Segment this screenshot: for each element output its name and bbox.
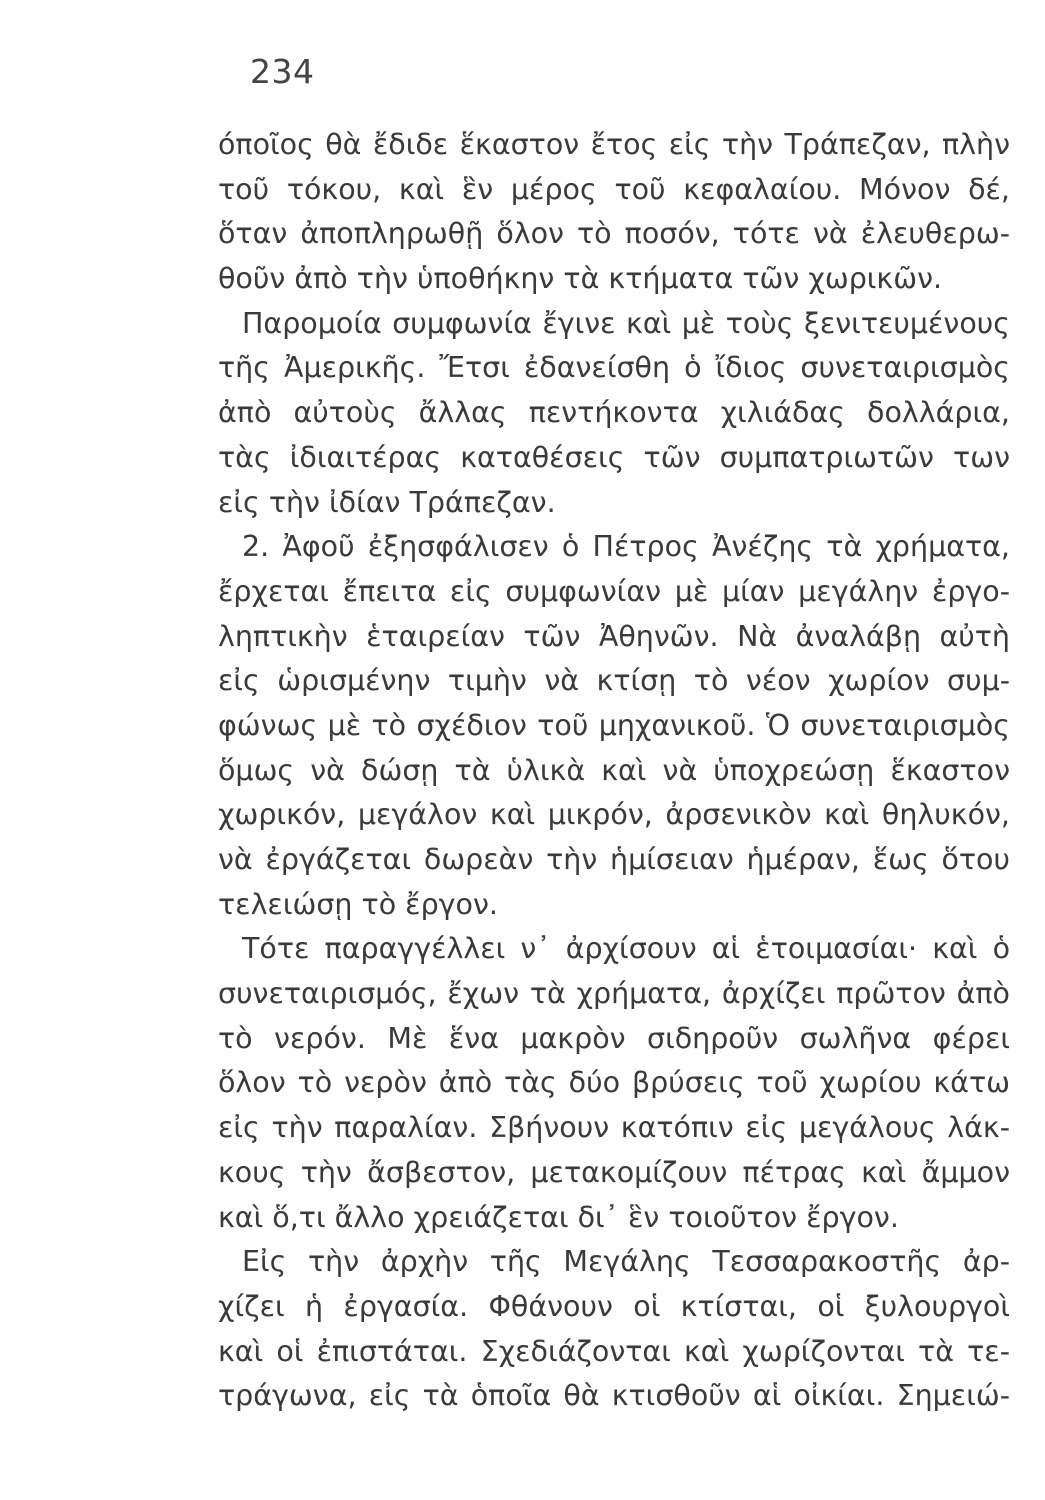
text-line: ἀπὸ αὐτοὺς ἄλλας πεντήκοντα χιλιάδας δολλάρια, — [218, 396, 1010, 430]
page-number: 234 — [250, 52, 315, 91]
text-line: εἰς τὴν ἰδίαν Τράπεζαν. — [218, 485, 556, 519]
text-line: 2. Ἀφοῦ ἐξησφάλισεν ὁ Πέτρος Ἀνέζης τὰ χρήματα, — [242, 530, 1010, 564]
text-line: Παρομοία συμφωνία ἔγινε καὶ μὲ τοὺς ξενιτευμένους — [242, 306, 1010, 340]
text-line: φώνως μὲ τὸ σχέδιον τοῦ μηχανικοῦ. Ὁ συνεταιρισμὸς — [218, 708, 1010, 742]
text-line: καὶ ὅ,τι ἄλλο χρειάζεται δι᾽ ἓν τοιοῦτον ἔργον. — [218, 1200, 899, 1234]
text-line: κους τὴν ἄσβεστον, μετακομίζουν πέτρας καὶ ἄμμον — [218, 1155, 1010, 1189]
text-line: τῆς Ἀμερικῆς. Ἔτσι ἐδανείσθη ὁ ἴδιος συνεταιρισμὸς — [218, 351, 1010, 385]
text-line: ληπτικὴν ἑταιρείαν τῶν Ἀθηνῶν. Νὰ ἀναλάβῃ αὐτὴ — [218, 619, 1010, 653]
text-line: θοῦν ἀπὸ τὴν ὑποθήκην τὰ κτήματα τῶν χωρικῶν. — [218, 262, 943, 296]
text-line: νὰ ἐργάζεται δωρεὰν τὴν ἡμίσειαν ἡμέραν, ἕως ὅτου — [218, 843, 1010, 876]
text-line: ὅταν ἀποπληρωθῇ ὅλον τὸ ποσόν, τότε νὰ ἐλευθερω- — [218, 217, 1010, 251]
text-line: τοῦ τόκου, καὶ ἓν μέρος τοῦ κεφαλαίου. Μόνον δέ, — [218, 172, 1010, 206]
text-line: όποῖος θὰ ἔδιδε ἕκαστον ἔτος εἰς τὴν Τράπεζαν, πλὴν — [218, 128, 1010, 161]
text-line: χωρικόν, μεγάλον καὶ μικρόν, ἀρσενικὸν καὶ θηλυκόν, — [218, 798, 1010, 832]
text-line: ἔρχεται ἔπειτα εἰς συμφωνίαν μὲ μίαν μεγάλην ἐργο- — [218, 574, 1010, 608]
text-line: ὅμως νὰ δώσῃ τὰ ὑλικὰ καὶ νὰ ὑποχρεώσῃ ἕκαστον — [218, 753, 1010, 787]
text-line: Τότε παραγγέλλει ν᾽ ἀρχίσουν αἱ ἑτοιμασίαι· καὶ ὁ — [242, 932, 1010, 966]
text-line: ὅλον τὸ νερὸν ἀπὸ τὰς δύο βρύσεις τοῦ χωρίου κάτω — [218, 1066, 1010, 1100]
text-line: εἰς τὴν παραλίαν. Σβήνουν κατόπιν εἰς μεγάλους λάκ- — [218, 1111, 1010, 1145]
text-line: τελειώσῃ τὸ ἔργον. — [218, 887, 498, 921]
text-line: εἰς ὡρισμένην τιμὴν νὰ κτίσῃ τὸ νέον χωρίον συμ- — [218, 664, 1010, 698]
text-line: τὰς ἰδιαιτέρας καταθέσεις τῶν συμπατριωτῶν των — [218, 440, 1010, 474]
text-line: Εἰς τὴν ἀρχὴν τῆς Μεγάλης Τεσσαρακοστῆς ἀρ- — [242, 1245, 1010, 1279]
text-line: συνεταιρισμός, ἔχων τὰ χρήματα, ἀρχίζει πρῶτον ἀπὸ — [218, 977, 1010, 1011]
body-text — [218, 123, 1010, 1419]
text-line: χίζει ἡ ἐργασία. Φθάνουν οἱ κτίσται, οἱ ξυλουργοὶ — [218, 1289, 1010, 1323]
text-line: τὸ νερόν. Μὲ ἕνα μακρὸν σιδηροῦν σωλῆνα φέρει — [218, 1021, 1010, 1055]
text-line: καὶ οἱ ἐπιστάται. Σχεδιάζονται καὶ χωρίζονται τὰ τε- — [218, 1334, 1010, 1368]
text-line: τράγωνα, εἰς τὰ ὁποῖα θὰ κτισθοῦν αἱ οἰκίαι. Σημειώ- — [218, 1379, 1010, 1413]
